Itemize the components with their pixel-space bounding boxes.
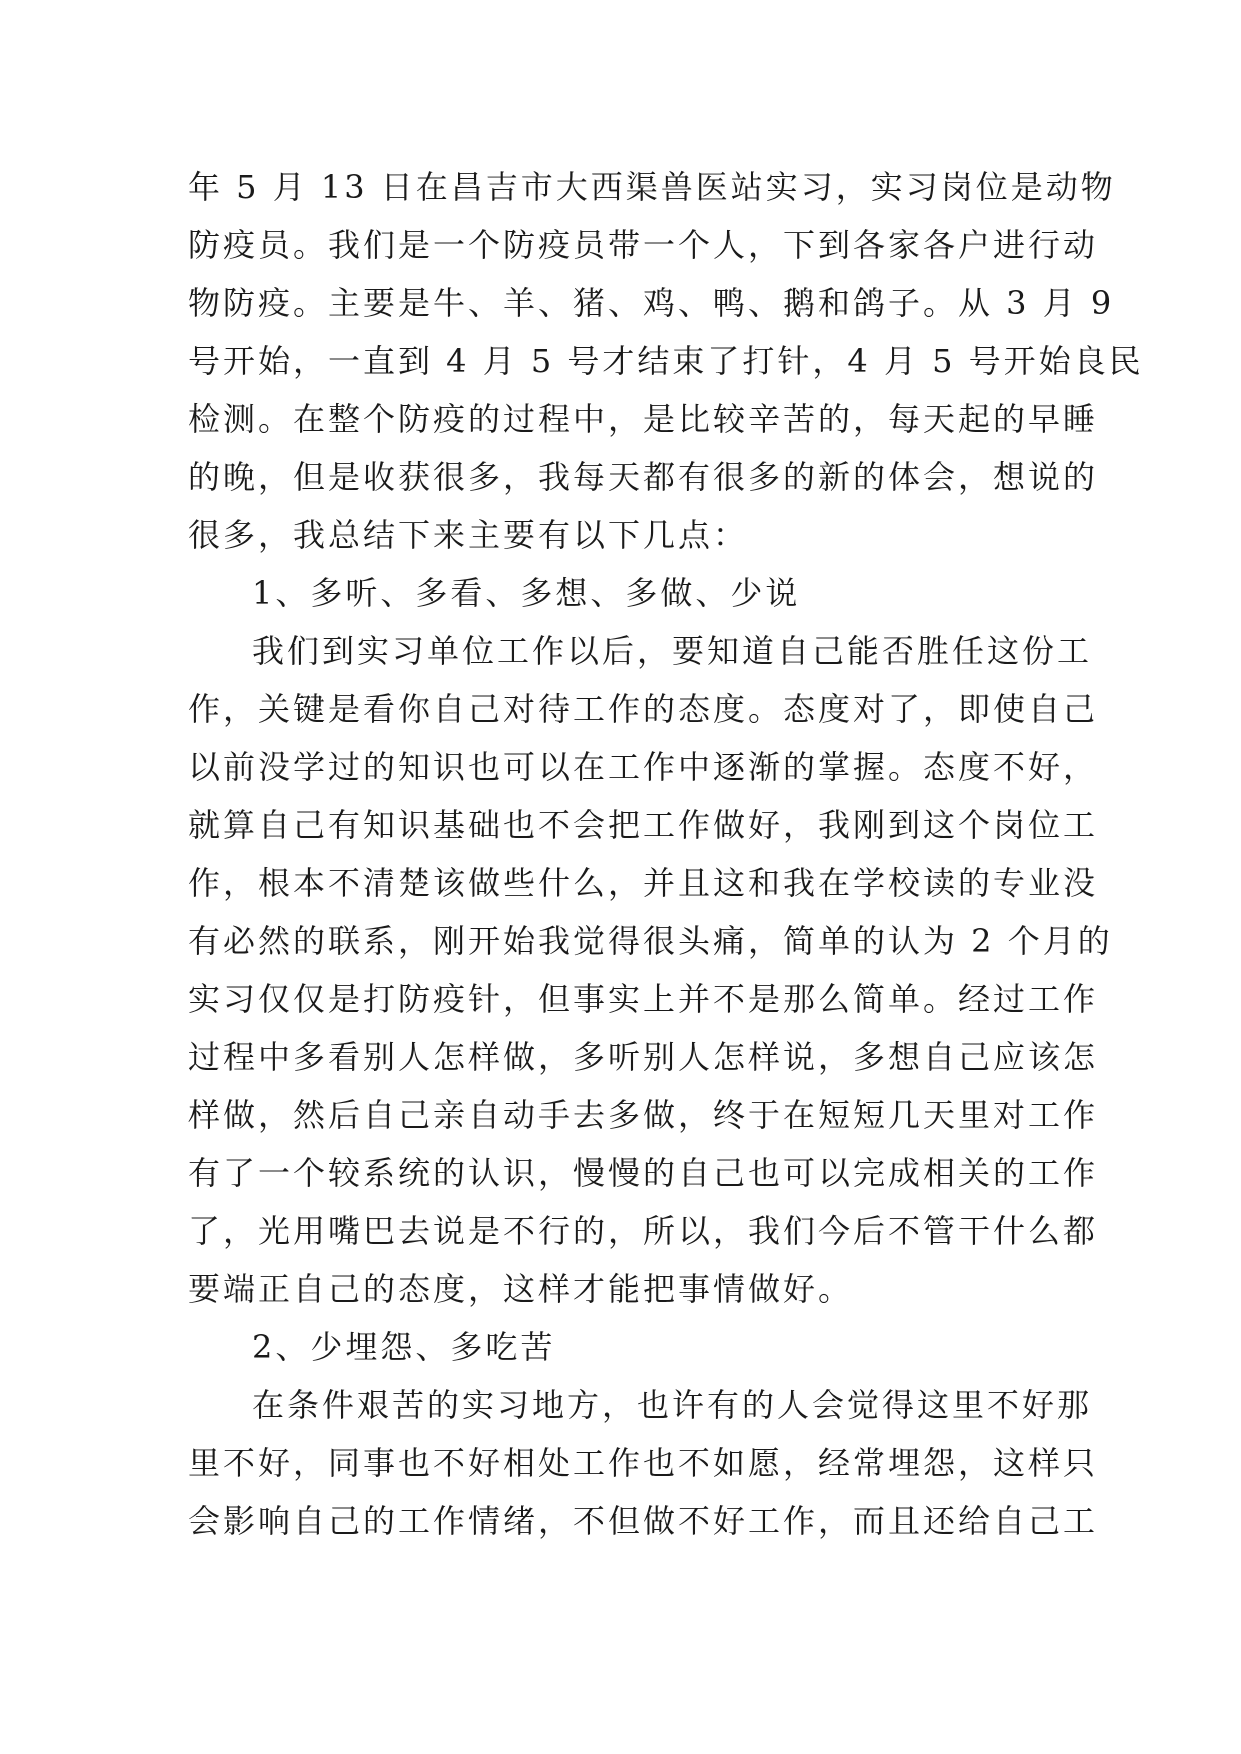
- text-line: 以前没学过的知识也可以在工作中逐渐的掌握。态度不好，: [188, 748, 1099, 786]
- text-line: 物防疫。主要是牛、羊、猪、鸡、鸭、鹅和鸽子。从 3 月 9: [188, 284, 1115, 322]
- text-line: 会影响自己的工作情绪，不但做不好工作，而且还给自己工: [188, 1502, 1099, 1540]
- text-line: 有必然的联系，刚开始我觉得很头痛，简单的认为 2 个月的: [188, 922, 1113, 960]
- text-line: 检测。在整个防疫的过程中，是比较辛苦的，每天起的早睡: [188, 400, 1099, 438]
- text-line: 过程中多看别人怎样做，多听别人怎样说，多想自己应该怎: [188, 1038, 1099, 1076]
- text-line: 实习仅仅是打防疫针，但事实上并不是那么简单。经过工作: [188, 980, 1099, 1018]
- section-heading: 2、少埋怨、多吃苦: [252, 1328, 556, 1366]
- text-line: 作，关键是看你自己对待工作的态度。态度对了，即使自己: [188, 690, 1099, 728]
- text-line: 很多，我总结下来主要有以下几点：: [188, 516, 749, 554]
- text-line: 的晚，但是收获很多，我每天都有很多的新的体会，想说的: [188, 458, 1099, 496]
- document-body: [188, 158, 1144, 1550]
- text-line: 了，光用嘴巴去说是不行的，所以，我们今后不管干什么都: [188, 1212, 1099, 1250]
- text-line: 号开始，一直到 4 月 5 号才结束了打针，4 月 5 号开始良民: [188, 342, 1144, 380]
- text-line: 里不好，同事也不好相处工作也不如愿，经常埋怨，这样只: [188, 1444, 1099, 1482]
- section-heading: 1、多听、多看、多想、多做、少说: [252, 574, 801, 612]
- paragraph-first-line: 我们到实习单位工作以后，要知道自己能否胜任这份工: [252, 632, 1093, 670]
- text-line: 有了一个较系统的认识，慢慢的自己也可以完成相关的工作: [188, 1154, 1099, 1192]
- paragraph-first-line: 在条件艰苦的实习地方，也许有的人会觉得这里不好那: [252, 1386, 1093, 1424]
- text-line: 就算自己有知识基础也不会把工作做好，我刚到这个岗位工: [188, 806, 1099, 844]
- text-line: 年 5 月 13 日在昌吉市大西渠兽医站实习，实习岗位是动物: [188, 168, 1116, 206]
- text-line: 作，根本不清楚该做些什么，并且这和我在学校读的专业没: [188, 864, 1099, 902]
- text-line: 样做，然后自己亲自动手去多做，终于在短短几天里对工作: [188, 1096, 1099, 1134]
- text-line: 防疫员。我们是一个防疫员带一个人，下到各家各户进行动: [188, 226, 1099, 264]
- text-line: 要端正自己的态度，这样才能把事情做好。: [188, 1270, 854, 1308]
